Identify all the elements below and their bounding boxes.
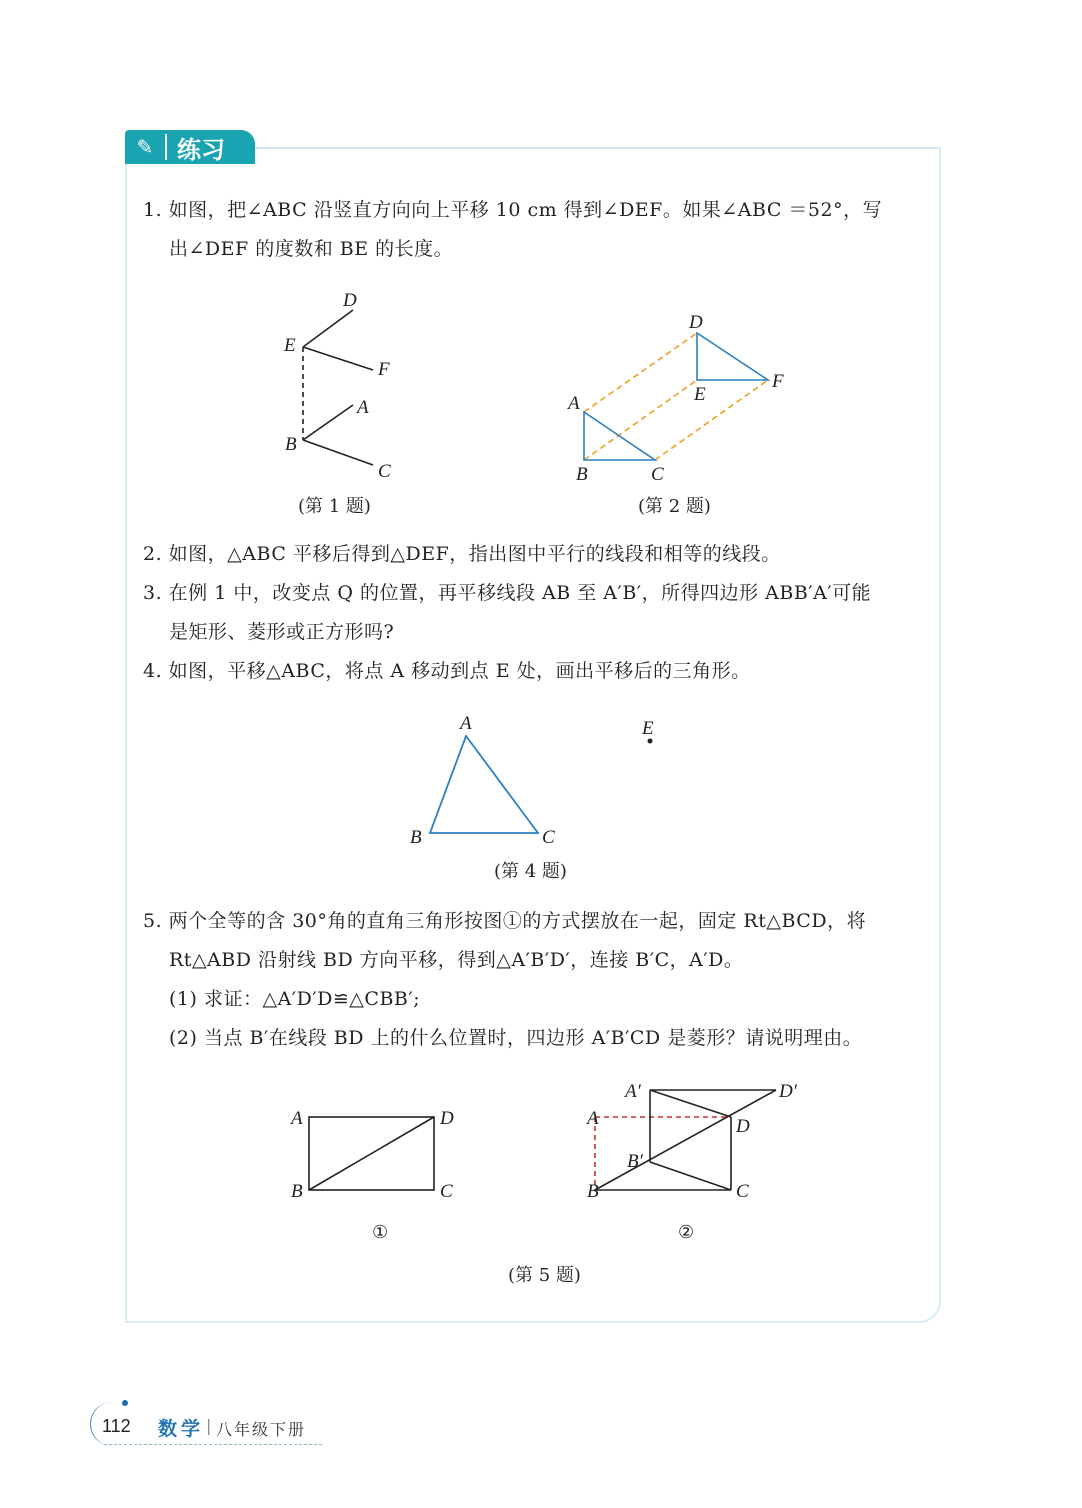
q5-line2: Rt△ABD 沿射线 BD 方向平移，得到△A′B′D′，连接 B′C，A′D。 [169,949,744,971]
figure-label: C [542,827,555,848]
figure-label: B [587,1181,599,1202]
figure-label: E [694,384,706,405]
page-footer: 112 数学 | 八年级下册 [90,1400,330,1450]
point-E [648,739,653,744]
caption-fig5a: ① [372,1222,389,1243]
figure-label: D′ [779,1081,797,1102]
page-number: 112 [102,1416,131,1436]
figure-label: C [440,1181,453,1202]
caption-fig5: (第 5 题) [508,1265,581,1286]
figure-label: A [587,1108,599,1129]
q4-text: 4. 如图，平移△ABC，将点 A 移动到点 E 处，画出平移后的三角形。 [143,660,751,682]
caption-fig1: (第 1 题) [298,496,371,517]
q1-line1: 1. 如图，把∠ABC 沿竖直方向向上平移 10 cm 得到∠DEF。如果∠ABC ＝52°，写 [143,199,883,221]
figure-label: A [460,713,472,734]
q5-line1: 5. 两个全等的含 30°角的直角三角形按图①的方式摆放在一起，固定 Rt△BCD，将 [143,910,867,932]
figure-label: F [772,371,784,392]
figure-label: A′ [625,1081,641,1102]
figure-2 [584,333,768,460]
figure-label: B [285,434,297,455]
caption-fig4: (第 4 题) [494,861,567,882]
figure-label: B [291,1181,303,1202]
figure-label: C [736,1181,749,1202]
figure-label: D [689,312,703,333]
figure-label: C [651,464,664,485]
q5-line3: (1) 求证：△A′D′D≌△CBB′; [169,988,421,1010]
figure-label: D [440,1108,454,1129]
figure-label: A [291,1108,303,1129]
exercise-title: 练习 [177,135,225,164]
q2-text: 2. 如图，△ABC 平移后得到△DEF，指出图中平行的线段和相等的线段。 [143,543,781,565]
figure-label: A [568,393,580,414]
figure-label: C [378,461,391,482]
q1-line2: 出∠DEF 的度数和 BE 的长度。 [169,238,454,260]
figure-1 [303,310,373,465]
caption-fig2: (第 2 题) [638,496,711,517]
figure-5-2 [595,1090,776,1190]
figure-label: A [357,397,369,418]
figure-5-1 [309,1117,434,1190]
figure-label: B′ [627,1151,643,1172]
figure-label: B [410,827,422,848]
subject: 数学 [158,1418,205,1440]
figure-label: D [736,1116,750,1137]
figure-label: E [284,335,296,356]
pencil-ruler-icon: ✎ [136,135,154,159]
book-title: 八年级下册 [216,1420,307,1439]
q5-line4: (2) 当点 B′在线段 BD 上的什么位置时，四边形 A′B′CD 是菱形？请说明理由。 [169,1027,863,1049]
q3-line2: 是矩形、菱形或正方形吗? [169,621,395,643]
caption-fig5b: ② [678,1222,695,1243]
figure-label: B [576,464,588,485]
q3-line1: 3. 在例 1 中，改变点 Q 的位置，再平移线段 AB 至 A′B′，所得四边形 ABB′A′可能 [143,582,872,604]
figure-4-triangle [430,736,538,833]
figure-label: F [378,359,390,380]
figure-label: E [642,718,654,739]
figure-label: D [343,290,357,311]
